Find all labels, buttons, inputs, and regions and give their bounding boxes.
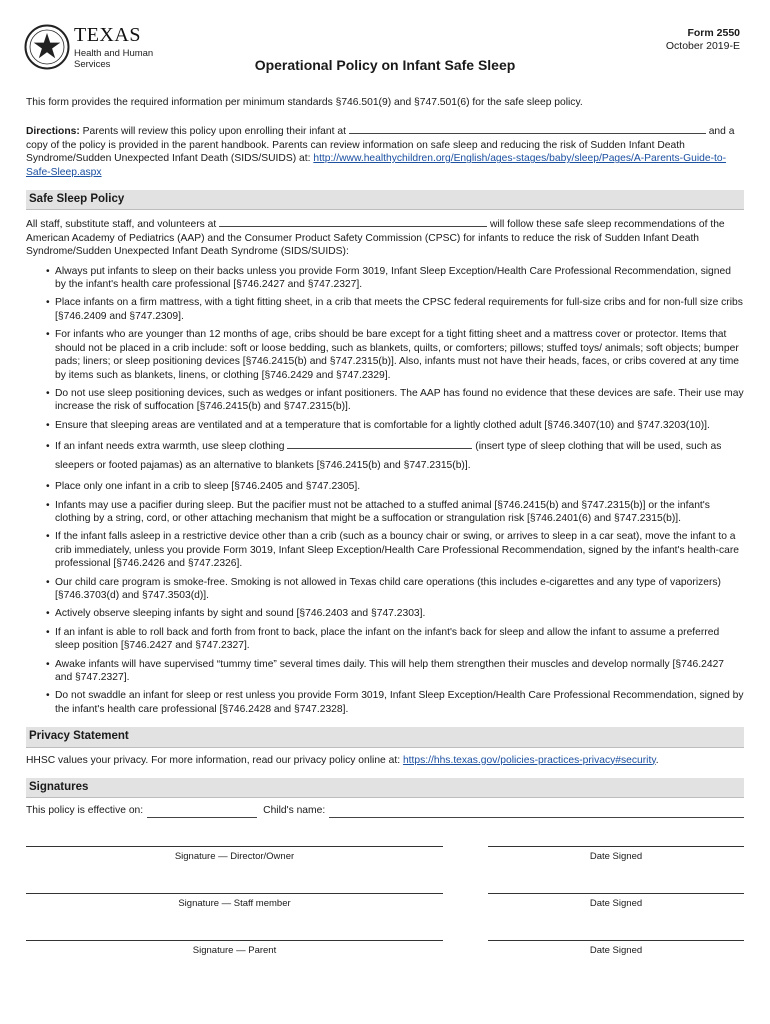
operation-name-field[interactable] [219,216,487,227]
logo-state-name: TEXAS [74,24,141,46]
staff-date-field[interactable]: Date Signed [488,893,744,910]
sleep-clothing-field[interactable] [287,438,472,449]
signature-row-staff [26,879,744,926]
directions-text-after: and a copy of the policy is provided in the parent handbook. Parents can review information on safe sleep and reducing the risk of Sudden Infant Death Syndrome/Sudden Unexpected Infant Death (SIDS/SUIDS) at: [26,126,735,165]
list-item: • If an infant is able to roll back and forth from front to back, place the infant on the infant's back for sleep and allow the infant to assume a preferred sleep position [§746.2427 and §747.2327]. [46,626,744,653]
effective-date-row [26,804,744,817]
facility-name-field[interactable] [349,123,706,134]
safe-sleep-heading: Safe Sleep Policy [26,190,744,210]
child-name-field[interactable] [329,807,744,818]
directions-label: Directions: [26,126,80,138]
form-number: Form 2550 [687,27,740,39]
list-item: • Actively observe sleeping infants by sight and sound [§746.2403 and §747.2303]. [46,607,744,620]
list-item: • If an infant needs extra warmth, use sleep clothing (insert type of sleep clothing that will be used, such as sleepers or footed pajamas) as an alternative to blankets [§746.2415(b) and §747.2315(b)]. [46,437,744,475]
safe-sleep-guide-link[interactable]: http://www.healthychildren.org/English/ages-stages/baby/sleep/Pages/A-Parents-Guide-to-Safe-Sleep.aspx [26,153,727,178]
list-item: • Ensure that sleeping areas are ventilated and at a temperature that is comfortable for a lightly clothed adult [§746.3407(10) and §747.3203(10)]. [46,419,744,432]
form-identifier [666,27,740,53]
list-item: • Always put infants to sleep on their backs unless you provide Form 3019, Infant Sleep Exception/Health Care Professional Recommendation, signed by the infant's health care professional [§746.2427 and §747.2327]. [46,265,744,292]
directions-text-before: Parents will review this policy upon enrolling their infant at [82,126,346,138]
child-name-label: Child's name: [263,805,326,817]
staff-signature-field[interactable]: Signature — Staff member [26,893,443,910]
list-item: • Our child care program is smoke-free. Smoking is not allowed in Texas child care operations (this includes e-cigarettes and any type of vaporizers) [§746.3703(d) and §747.3503(d)]. [46,576,744,603]
director-date-field[interactable]: Date Signed [488,846,744,863]
privacy-text: HHSC values your privacy. For more information, read our privacy policy online at: https://hhs.texas.gov/policies-practices-privacy#security. [26,754,659,766]
list-item: • Place only one infant in a crib to sleep [§746.2405 and §747.2305]. [46,480,744,493]
form-date: October 2019-E [665,40,740,52]
safe-sleep-intro: All staff, substitute staff, and volunteers at will follow these safe sleep recommendations of the American Academy of Pediatrics (AAP) and the Consumer Product Safety Commission (CPSC) for infants to reduce the risk of Sudden Infant Death Syndrome/Sudden Unexpected Infant Death Syndrome (SIDS/SUIDS): [26,216,744,258]
list-item: • Do not swaddle an infant for sleep or rest unless you provide Form 3019, Infant Sleep Exception/Health Care Professional Recommendation, signed by the infant's health care professional [§746.2428 and §747.2328]. [46,689,744,716]
director-signature-field[interactable]: Signature — Director/Owner [26,846,443,863]
privacy-policy-link[interactable]: https://hhs.texas.gov/policies-practices-privacy#security [402,754,656,766]
directions-paragraph [26,123,744,179]
list-item: • Infants may use a pacifier during sleep. But the pacifier must not be attached to a stuffed animal [§746.2415(b) and §747.2315(b)] or the infant's clothing by a string, cord, or other attaching mechanism that might be a suffocation or strangulation risk [§746.2401(6) and §747.2315(b)]. [46,499,744,526]
list-item: • Do not use sleep positioning devices, such as wedges or infant positioners. The AAP has found no evidence that these devices are safe. Their use may increase the risk of suffocation [§746.2415(b) and §747.2315(b)]. [46,387,744,414]
safe-sleep-list [26,265,744,717]
signature-row-director [26,832,744,879]
effective-date-label: This policy is effective on: [26,805,144,817]
list-item: • If the infant falls asleep in a restrictive device other than a crib (such as a bouncy chair or swing, or arrives to sleep in a car seat), move the infant to a crib immediately, unless you provide Form 3019, Infant Sleep Exception/Health Care Professional Recommendation, signed by the infant's health-care professional [§746.2426 and §747.2326]. [46,530,744,570]
parent-date-field[interactable]: Date Signed [488,940,744,957]
effective-date-field[interactable] [147,807,257,818]
form-content [26,96,744,973]
signatures-heading: Signatures [26,778,744,798]
list-item: • Place infants on a firm mattress, with a tight fitting sheet, in a crib that meets the CPSC federal requirements for full-size cribs and for non-full size cribs [§746.2409 and §747.2309]. [46,296,744,323]
list-item: • For infants who are younger than 12 months of age, cribs should be bare except for a tight fitting sheet and a mattress cover or protector. Items that should not be placed in a crib include: soft or loose bedding, such as blankets, quilts, or comforters; pillows; stuffed toys/ animals; soft objects; bumper pads; liners; or sleep positioning devices [§746.2415(b) and §747.2315(b)]. Also, infants must not have their heads, faces, or cribs covered at any time by items such as blankets, linens, or clothing [§746.2429 and §747.2329]. [46,328,744,382]
signature-row-parent [26,926,744,973]
list-item: • Awake infants will have supervised “tummy time” several times daily. This will help them strengthen their muscles and develop normally [§746.2427 and §747.2327]. [46,658,744,685]
logo-agency-name: Health and Human Services [74,48,154,70]
privacy-heading: Privacy Statement [26,727,744,747]
intro-text: This form provides the required information per minimum standards §746.501(9) and §747.501(6) for the safe sleep policy. [26,97,583,108]
parent-signature-field[interactable]: Signature — Parent [26,940,443,957]
page-title: Operational Policy on Infant Safe Sleep [254,57,516,73]
